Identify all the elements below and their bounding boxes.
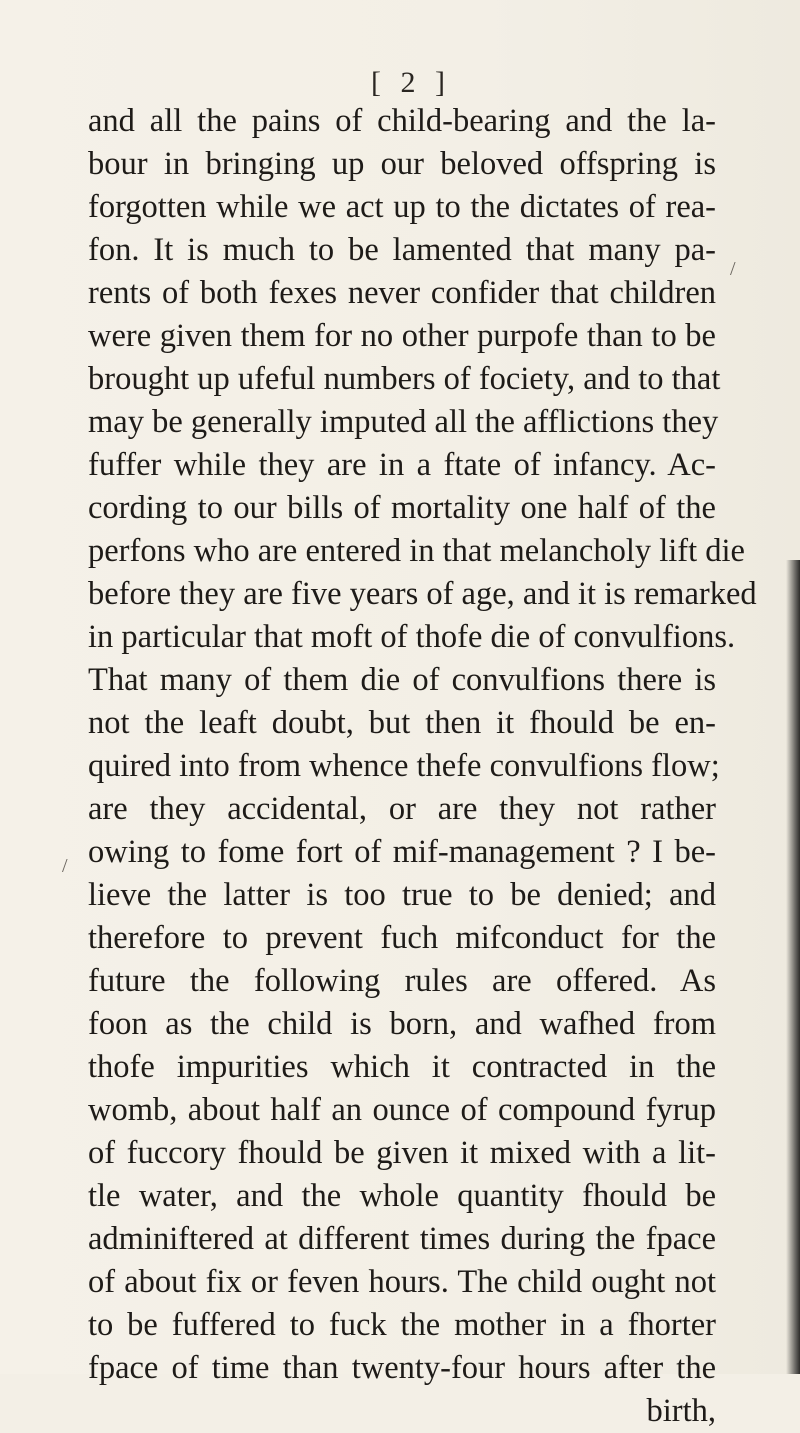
text-line: foon as the child is born, and wafhed from [88, 1006, 716, 1042]
text-line: adminiftered at different times during the fpace [88, 1221, 716, 1257]
text-line: and all the pains of child-bearing and the la- [88, 103, 716, 139]
text-line: bour in bringing up our beloved offspring is [88, 146, 716, 182]
text-line: fon. It is much to be lamented that many pa- [88, 232, 716, 268]
text-line: before they are five years of age, and it is remarked [88, 576, 757, 612]
text-line: are they accidental, or are they not rather [88, 791, 716, 827]
text-line: womb, about half an ounce of compound fyrup [88, 1092, 716, 1128]
text-line: tle water, and the whole quantity fhould be [88, 1178, 716, 1214]
text-line: future the following rules are offered. As [88, 963, 716, 999]
text-line: fpace of time than twenty-four hours after the [88, 1350, 716, 1386]
text-line: lieve the latter is too true to be denied; and [88, 877, 716, 913]
text-line: rents of both fexes never confider that children [88, 275, 716, 311]
body-text [88, 100, 757, 1433]
text-line: may be generally imputed all the afflictions they [88, 404, 719, 440]
pen-mark: / [730, 258, 736, 280]
text-line: of about fix or feven hours. The child ought not [88, 1264, 716, 1300]
text-line: perfons who are entered in that melancholy lift die [88, 533, 745, 569]
text-line: in particular that moft of thofe die of convulfions. [88, 619, 736, 655]
text-line: That many of them die of convulfions there is [88, 662, 716, 698]
text-line: quired into from whence thefe convulfions flow; [88, 748, 720, 784]
text-line: not the leaft doubt, but then it fhould be en- [88, 705, 716, 741]
text-line: of fuccory fhould be given it mixed with a lit- [88, 1135, 716, 1171]
catchword-line: birth, [646, 1393, 716, 1429]
pen-mark: / [62, 855, 68, 877]
text-line: therefore to prevent fuch mifconduct for the [88, 920, 716, 956]
text-line: fuffer while they are in a ftate of infancy. Ac- [88, 447, 716, 483]
text-line: cording to our bills of mortality one half of the [88, 490, 716, 526]
text-line: brought up ufeful numbers of fociety, and to that [88, 361, 721, 397]
text-line: to be fuffered to fuck the mother in a fhorter [88, 1307, 716, 1343]
page-number: [ 2 ] [371, 66, 451, 99]
text-line: thofe impurities which it contracted in the [88, 1049, 716, 1085]
text-line: owing to fome fort of mif-management ? I be- [88, 834, 716, 870]
page-edge-shadow [786, 560, 800, 1374]
text-line: were given them for no other purpofe than to be [88, 318, 716, 354]
text-line: forgotten while we act up to the dictates of rea- [88, 189, 716, 225]
